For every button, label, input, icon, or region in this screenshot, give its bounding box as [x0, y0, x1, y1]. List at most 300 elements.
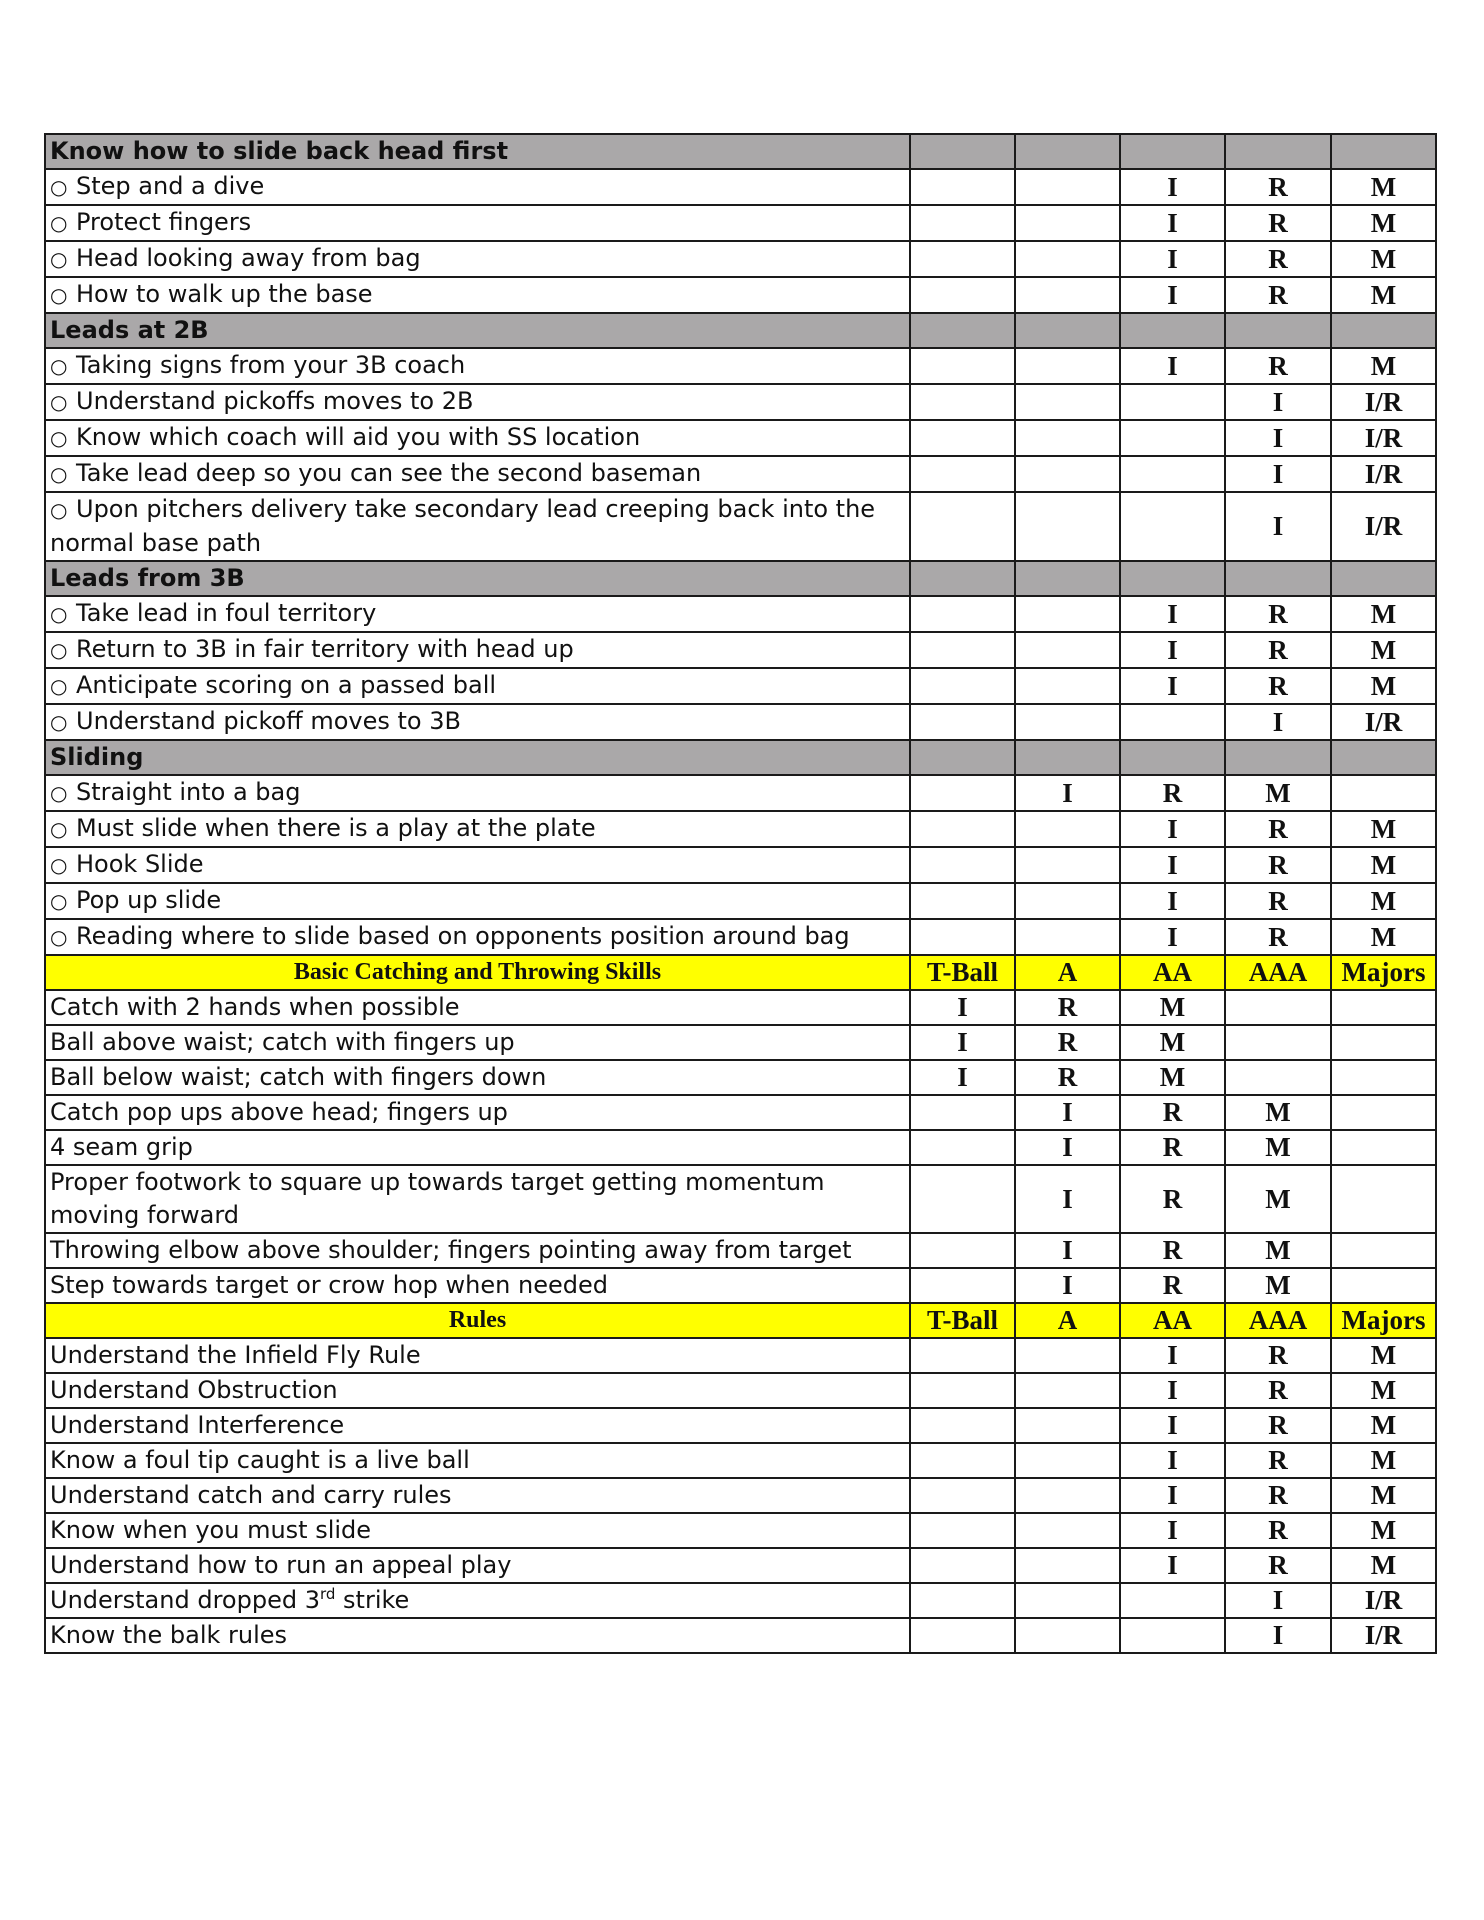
level-mark-majors: [1331, 740, 1436, 775]
bullet-icon: ○: [50, 283, 68, 307]
section-header-row: [45, 313, 1436, 348]
level-mark-aaa: R: [1225, 1513, 1331, 1548]
level-mark-majors: [1331, 1268, 1436, 1303]
row-text: Know the balk rules: [50, 1621, 288, 1649]
level-mark-aa: R: [1120, 1165, 1225, 1233]
level-mark-tball: [910, 384, 1015, 420]
level-mark-aa: I: [1120, 1513, 1225, 1548]
level-mark-a: [1015, 704, 1120, 740]
level-mark-a: [1015, 1548, 1120, 1583]
level-mark-tball: [910, 847, 1015, 883]
row-text: Step towards target or crow hop when needed: [50, 1271, 608, 1299]
level-mark-aa: I: [1120, 1373, 1225, 1408]
level-mark-a: [1015, 1618, 1120, 1653]
level-mark-majors: M: [1331, 277, 1436, 313]
row-text: Take lead deep so you can see the second baseman: [76, 459, 702, 487]
level-mark-majors: [1331, 1060, 1436, 1095]
level-mark-majors: M: [1331, 1443, 1436, 1478]
skill-row: [45, 277, 1436, 313]
level-mark-aa: I: [1120, 883, 1225, 919]
skill-row: [45, 990, 1436, 1025]
level-mark-aaa: R: [1225, 811, 1331, 847]
level-mark-tball: [910, 277, 1015, 313]
level-mark-majors: [1331, 1233, 1436, 1268]
skill-description: [45, 1060, 910, 1095]
level-mark-a: [1015, 1478, 1120, 1513]
level-mark-aa: R: [1120, 1233, 1225, 1268]
level-header-aaa: AAA: [1225, 955, 1331, 990]
bullet-icon: ○: [50, 781, 68, 805]
bullet-icon: ○: [50, 817, 68, 841]
level-mark-aaa: R: [1225, 169, 1331, 205]
level-mark-a: [1015, 668, 1120, 704]
level-mark-majors: M: [1331, 1408, 1436, 1443]
skill-description: [45, 1443, 910, 1478]
level-mark-aaa: R: [1225, 919, 1331, 955]
level-mark-tball: [910, 492, 1015, 561]
level-mark-majors: I/R: [1331, 456, 1436, 492]
row-text: Sliding: [50, 743, 144, 771]
skill-row: [45, 883, 1436, 919]
skill-row: [45, 1130, 1436, 1165]
level-mark-aaa: [1225, 1025, 1331, 1060]
level-mark-aa: [1120, 313, 1225, 348]
level-mark-tball: [910, 1338, 1015, 1373]
level-mark-majors: M: [1331, 811, 1436, 847]
skill-row: [45, 205, 1436, 241]
skill-description: [45, 632, 910, 668]
level-mark-majors: I/R: [1331, 704, 1436, 740]
skill-row: [45, 1548, 1436, 1583]
level-mark-aaa: R: [1225, 1338, 1331, 1373]
level-mark-tball: [910, 811, 1015, 847]
skill-row: [45, 1338, 1436, 1373]
level-mark-aaa: R: [1225, 277, 1331, 313]
skill-row: [45, 1268, 1436, 1303]
level-mark-aa: I: [1120, 1548, 1225, 1583]
row-text: Know a foul tip caught is a live ball: [50, 1446, 470, 1474]
level-header-a: A: [1015, 955, 1120, 990]
level-mark-tball: [910, 1130, 1015, 1165]
skill-description: [45, 456, 910, 492]
level-header-aa: AA: [1120, 955, 1225, 990]
level-mark-majors: I/R: [1331, 492, 1436, 561]
skill-row: [45, 596, 1436, 632]
skill-description: [45, 420, 910, 456]
skill-description: [45, 811, 910, 847]
level-mark-aa: R: [1120, 1095, 1225, 1130]
skill-row: [45, 1443, 1436, 1478]
level-mark-majors: I/R: [1331, 1583, 1436, 1618]
level-mark-aa: [1120, 456, 1225, 492]
skill-row: [45, 1233, 1436, 1268]
level-mark-aa: I: [1120, 1408, 1225, 1443]
level-mark-aa: I: [1120, 1443, 1225, 1478]
row-text: Understand dropped 3: [50, 1586, 320, 1614]
level-mark-aa: M: [1120, 1060, 1225, 1095]
level-mark-aaa: R: [1225, 1443, 1331, 1478]
row-text: Hook Slide: [76, 850, 204, 878]
level-mark-aaa: R: [1225, 668, 1331, 704]
level-mark-majors: I/R: [1331, 420, 1436, 456]
level-mark-tball: [910, 313, 1015, 348]
level-mark-aa: M: [1120, 990, 1225, 1025]
category-heading-row: [45, 1303, 1436, 1338]
row-text: 4 seam grip: [50, 1133, 193, 1161]
level-header-a: A: [1015, 1303, 1120, 1338]
level-mark-majors: [1331, 313, 1436, 348]
level-mark-aaa: M: [1225, 1268, 1331, 1303]
skill-row: [45, 704, 1436, 740]
level-mark-a: [1015, 313, 1120, 348]
bullet-icon: ○: [50, 211, 68, 235]
level-mark-aaa: I: [1225, 1583, 1331, 1618]
level-mark-aaa: R: [1225, 348, 1331, 384]
bullet-icon: ○: [50, 638, 68, 662]
level-header-majors: Majors: [1331, 955, 1436, 990]
level-mark-aaa: M: [1225, 1233, 1331, 1268]
level-mark-tball: [910, 1478, 1015, 1513]
level-mark-aaa: I: [1225, 704, 1331, 740]
row-text: Must slide when there is a play at the plate: [76, 814, 596, 842]
skill-description: [45, 348, 910, 384]
level-header-aa: AA: [1120, 1303, 1225, 1338]
skill-description: [45, 169, 910, 205]
level-mark-majors: M: [1331, 632, 1436, 668]
level-mark-aaa: M: [1225, 775, 1331, 811]
skill-row: [45, 1025, 1436, 1060]
level-mark-majors: M: [1331, 1513, 1436, 1548]
skill-row: [45, 1618, 1436, 1653]
level-mark-aaa: [1225, 1060, 1331, 1095]
level-mark-majors: [1331, 990, 1436, 1025]
bullet-icon: ○: [50, 498, 68, 522]
level-header-tball: T-Ball: [910, 1303, 1015, 1338]
level-mark-a: [1015, 632, 1120, 668]
level-mark-aaa: [1225, 561, 1331, 596]
level-mark-aa: [1120, 134, 1225, 169]
skill-description: [45, 205, 910, 241]
skill-description: [45, 847, 910, 883]
skill-row: [45, 1478, 1436, 1513]
skill-row: [45, 775, 1436, 811]
level-mark-majors: [1331, 1165, 1436, 1233]
level-mark-a: [1015, 596, 1120, 632]
row-text: Understand Obstruction: [50, 1376, 338, 1404]
row-text: Rules: [448, 1307, 507, 1333]
level-mark-aa: I: [1120, 811, 1225, 847]
level-mark-aaa: I: [1225, 384, 1331, 420]
level-mark-aa: I: [1120, 348, 1225, 384]
level-mark-majors: [1331, 134, 1436, 169]
level-mark-majors: [1331, 1130, 1436, 1165]
row-text: Understand catch and carry rules: [50, 1481, 452, 1509]
bullet-icon: ○: [50, 889, 68, 913]
level-mark-tball: [910, 1165, 1015, 1233]
row-text: Basic Catching and Throwing Skills: [293, 959, 662, 985]
level-mark-majors: M: [1331, 668, 1436, 704]
level-mark-tball: [910, 1513, 1015, 1548]
level-mark-majors: M: [1331, 1338, 1436, 1373]
level-mark-aa: [1120, 704, 1225, 740]
level-mark-tball: [910, 668, 1015, 704]
skill-description: [45, 990, 910, 1025]
level-mark-aa: I: [1120, 205, 1225, 241]
level-mark-a: I: [1015, 1165, 1120, 1233]
level-mark-aa: R: [1120, 775, 1225, 811]
row-text: Catch pop ups above head; fingers up: [50, 1098, 508, 1126]
row-text-tail: strike: [335, 1586, 410, 1614]
skill-description: [45, 492, 910, 561]
level-mark-a: I: [1015, 1233, 1120, 1268]
level-mark-aa: [1120, 492, 1225, 561]
skill-row: [45, 169, 1436, 205]
section-title: [45, 561, 910, 596]
row-text: How to walk up the base: [76, 280, 373, 308]
bullet-icon: ○: [50, 175, 68, 199]
level-mark-aaa: R: [1225, 847, 1331, 883]
section-title: [45, 740, 910, 775]
level-mark-aaa: M: [1225, 1095, 1331, 1130]
row-text: Understand pickoff moves to 3B: [76, 707, 461, 735]
section-header-row: [45, 740, 1436, 775]
row-text: Know how to slide back head first: [50, 137, 509, 165]
level-mark-aa: M: [1120, 1025, 1225, 1060]
level-mark-aaa: R: [1225, 241, 1331, 277]
skill-description: [45, 704, 910, 740]
level-mark-aaa: I: [1225, 456, 1331, 492]
skill-row: [45, 492, 1436, 561]
level-mark-a: I: [1015, 1130, 1120, 1165]
section-title: [45, 134, 910, 169]
section-header-row: [45, 134, 1436, 169]
level-mark-majors: M: [1331, 919, 1436, 955]
level-mark-aaa: R: [1225, 1478, 1331, 1513]
skill-description: [45, 775, 910, 811]
row-text: Leads from 3B: [50, 564, 245, 592]
level-mark-aa: I: [1120, 241, 1225, 277]
section-title: [45, 1303, 910, 1338]
level-mark-a: [1015, 1513, 1120, 1548]
skill-row: [45, 384, 1436, 420]
skill-description: [45, 919, 910, 955]
level-mark-tball: [910, 348, 1015, 384]
level-mark-a: [1015, 919, 1120, 955]
level-mark-a: [1015, 492, 1120, 561]
level-mark-majors: M: [1331, 1478, 1436, 1513]
level-mark-aa: I: [1120, 919, 1225, 955]
level-mark-tball: [910, 169, 1015, 205]
bullet-icon: ○: [50, 462, 68, 486]
skills-table: [44, 133, 1437, 1654]
row-text: Step and a dive: [76, 172, 265, 200]
level-mark-majors: M: [1331, 1373, 1436, 1408]
skill-description: [45, 1025, 910, 1060]
level-mark-aaa: R: [1225, 1408, 1331, 1443]
level-mark-tball: [910, 740, 1015, 775]
level-mark-majors: M: [1331, 1548, 1436, 1583]
bullet-icon: ○: [50, 354, 68, 378]
row-text: Know which coach will aid you with SS location: [76, 423, 641, 451]
skill-description: [45, 1373, 910, 1408]
row-text: Understand the Infield Fly Rule: [50, 1341, 421, 1369]
level-mark-aaa: [1225, 990, 1331, 1025]
skill-row: [45, 1095, 1436, 1130]
skill-row: [45, 919, 1436, 955]
skill-row: [45, 456, 1436, 492]
skill-description: [45, 241, 910, 277]
level-mark-a: [1015, 420, 1120, 456]
skill-row: [45, 1165, 1436, 1233]
row-text: Understand Interference: [50, 1411, 345, 1439]
row-text: Leads at 2B: [50, 316, 209, 344]
level-mark-a: R: [1015, 990, 1120, 1025]
level-mark-tball: [910, 632, 1015, 668]
level-mark-tball: I: [910, 1025, 1015, 1060]
category-heading-row: [45, 955, 1436, 990]
level-mark-a: [1015, 1408, 1120, 1443]
skill-description: [45, 1408, 910, 1443]
level-mark-a: [1015, 847, 1120, 883]
level-mark-aaa: R: [1225, 205, 1331, 241]
ordinal-superscript: rd: [319, 1585, 336, 1603]
level-mark-majors: I/R: [1331, 384, 1436, 420]
row-text: Understand how to run an appeal play: [50, 1551, 512, 1579]
level-mark-majors: M: [1331, 883, 1436, 919]
level-mark-tball: [910, 1373, 1015, 1408]
level-mark-a: [1015, 169, 1120, 205]
level-mark-a: [1015, 1443, 1120, 1478]
level-mark-aaa: I: [1225, 420, 1331, 456]
skill-row: [45, 420, 1436, 456]
level-mark-majors: I/R: [1331, 1618, 1436, 1653]
level-mark-aaa: I: [1225, 492, 1331, 561]
row-text: Head looking away from bag: [76, 244, 421, 272]
bullet-icon: ○: [50, 710, 68, 734]
level-mark-a: I: [1015, 1095, 1120, 1130]
level-mark-tball: [910, 205, 1015, 241]
skill-row: [45, 1583, 1436, 1618]
level-mark-majors: [1331, 1025, 1436, 1060]
level-mark-majors: M: [1331, 596, 1436, 632]
skill-description: [45, 1268, 910, 1303]
level-mark-aaa: M: [1225, 1130, 1331, 1165]
level-mark-tball: [910, 1583, 1015, 1618]
level-mark-aa: I: [1120, 277, 1225, 313]
skill-row: [45, 1513, 1436, 1548]
level-mark-tball: [910, 1618, 1015, 1653]
level-mark-aaa: R: [1225, 1373, 1331, 1408]
level-mark-aa: I: [1120, 1338, 1225, 1373]
skill-row: [45, 1408, 1436, 1443]
level-mark-aaa: [1225, 313, 1331, 348]
level-header-tball: T-Ball: [910, 955, 1015, 990]
skill-row: [45, 348, 1436, 384]
skill-description: [45, 384, 910, 420]
row-text: Ball above waist; catch with fingers up: [50, 1028, 515, 1056]
level-mark-a: I: [1015, 1268, 1120, 1303]
row-text: Protect fingers: [76, 208, 252, 236]
level-header-aaa: AAA: [1225, 1303, 1331, 1338]
bullet-icon: ○: [50, 853, 68, 877]
row-text: Understand pickoffs moves to 2B: [76, 387, 474, 415]
level-mark-aaa: R: [1225, 883, 1331, 919]
level-mark-aaa: R: [1225, 1548, 1331, 1583]
level-mark-majors: M: [1331, 205, 1436, 241]
row-text: Anticipate scoring on a passed ball: [76, 671, 497, 699]
skill-description: [45, 1165, 910, 1233]
section-header-row: [45, 561, 1436, 596]
row-text: Return to 3B in fair territory with head up: [76, 635, 574, 663]
level-mark-majors: M: [1331, 169, 1436, 205]
level-mark-majors: [1331, 1095, 1436, 1130]
level-mark-a: [1015, 1373, 1120, 1408]
bullet-icon: ○: [50, 674, 68, 698]
skill-description: [45, 1338, 910, 1373]
row-text: Straight into a bag: [76, 778, 301, 806]
level-mark-tball: [910, 596, 1015, 632]
skill-description: [45, 668, 910, 704]
level-mark-tball: [910, 919, 1015, 955]
skill-row: [45, 1373, 1436, 1408]
level-mark-majors: M: [1331, 241, 1436, 277]
level-mark-a: [1015, 1338, 1120, 1373]
level-mark-a: [1015, 348, 1120, 384]
level-mark-a: [1015, 740, 1120, 775]
level-mark-a: [1015, 241, 1120, 277]
level-mark-a: [1015, 205, 1120, 241]
row-text: Take lead in foul territory: [76, 599, 377, 627]
skill-description: [45, 1618, 910, 1653]
skill-description: [45, 1478, 910, 1513]
level-mark-aa: I: [1120, 596, 1225, 632]
level-mark-tball: [910, 775, 1015, 811]
level-mark-tball: [910, 1408, 1015, 1443]
level-mark-aa: [1120, 1618, 1225, 1653]
level-mark-a: [1015, 561, 1120, 596]
level-mark-a: [1015, 384, 1120, 420]
skill-row: [45, 847, 1436, 883]
skill-description: [45, 277, 910, 313]
level-mark-aa: I: [1120, 169, 1225, 205]
skill-row: [45, 811, 1436, 847]
level-mark-a: [1015, 134, 1120, 169]
level-mark-tball: [910, 1233, 1015, 1268]
skill-description: [45, 1548, 910, 1583]
level-mark-a: I: [1015, 775, 1120, 811]
level-mark-a: R: [1015, 1025, 1120, 1060]
skill-row: [45, 1060, 1436, 1095]
row-text: Catch with 2 hands when possible: [50, 993, 460, 1021]
level-mark-aaa: [1225, 740, 1331, 775]
level-mark-a: [1015, 811, 1120, 847]
row-text: Upon pitchers delivery take secondary lead creeping back into the normal base path: [50, 495, 876, 557]
level-mark-tball: [910, 1268, 1015, 1303]
level-mark-a: [1015, 277, 1120, 313]
level-mark-tball: [910, 134, 1015, 169]
row-text: Know when you must slide: [50, 1516, 372, 1544]
level-mark-a: [1015, 883, 1120, 919]
section-title: [45, 955, 910, 990]
level-mark-tball: [910, 1095, 1015, 1130]
level-mark-a: [1015, 456, 1120, 492]
level-mark-a: [1015, 1583, 1120, 1618]
level-mark-aa: I: [1120, 1478, 1225, 1513]
bullet-icon: ○: [50, 390, 68, 414]
skill-description: [45, 1233, 910, 1268]
level-mark-aaa: R: [1225, 596, 1331, 632]
bullet-icon: ○: [50, 602, 68, 626]
